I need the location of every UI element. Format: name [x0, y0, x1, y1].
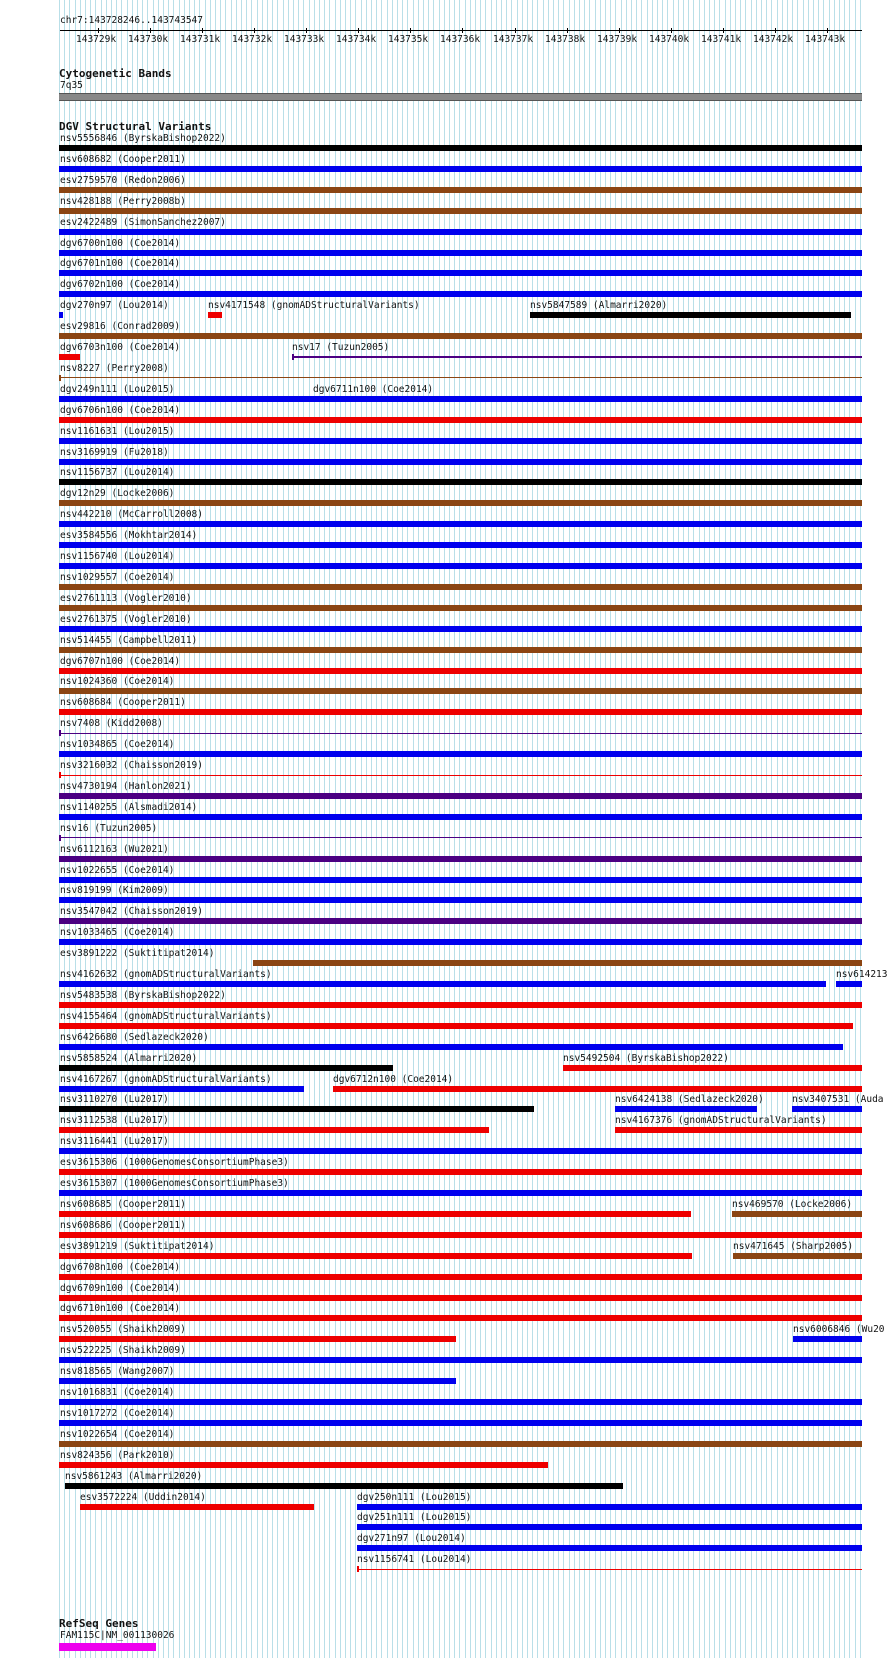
variant-label[interactable]: nsv608684 (Cooper2011): [60, 697, 186, 708]
variant-bar[interactable]: [59, 479, 862, 485]
variant-bar[interactable]: [59, 877, 862, 883]
variant-label[interactable]: nsv1156737 (Lou2014): [60, 467, 175, 478]
variant-bar[interactable]: [59, 1378, 456, 1384]
variant-bar[interactable]: [59, 1086, 304, 1092]
variant-label[interactable]: dgv6707n100 (Coe2014): [60, 656, 181, 667]
ruler-tick: [671, 28, 672, 33]
variant-label[interactable]: esv3615306 (1000GenomesConsortiumPhase3): [60, 1157, 289, 1168]
variant-bar[interactable]: [208, 312, 222, 318]
ruler-tick-label: 143730k: [128, 34, 169, 45]
ruler-tick: [723, 28, 724, 33]
variant-label[interactable]: nsv1016831 (Coe2014): [60, 1387, 175, 1398]
variant-label[interactable]: nsv471645 (Sharp2005): [733, 1241, 854, 1252]
variant-label[interactable]: dgv249n111 (Lou2015): [60, 384, 175, 395]
variant-label[interactable]: dgv6706n100 (Coe2014): [60, 405, 181, 416]
variant-bar-start: [357, 1566, 359, 1572]
variant-label[interactable]: dgv6711n100 (Coe2014): [313, 384, 434, 395]
ruler-tick-label: 143738k: [545, 34, 586, 45]
variant-bar[interactable]: [357, 1524, 862, 1530]
variant-bar[interactable]: [59, 270, 862, 276]
variant-label[interactable]: nsv6424138 (Sedlazeck2020): [615, 1094, 764, 1105]
variant-bar[interactable]: [59, 500, 862, 506]
variant-bar[interactable]: [59, 377, 862, 378]
variant-label[interactable]: nsv1024360 (Coe2014): [60, 676, 175, 687]
variant-label[interactable]: nsv4167267 (gnomADStructuralVariants): [60, 1074, 272, 1085]
variant-bar-start: [292, 354, 294, 360]
ruler-axis: [60, 30, 862, 31]
variant-bar[interactable]: [59, 605, 862, 611]
variant-label[interactable]: nsv5858524 (Almarri2020): [60, 1053, 198, 1064]
variant-bar[interactable]: [59, 814, 862, 820]
ruler-tick-label: 143741k: [701, 34, 742, 45]
variant-label[interactable]: nsv4155464 (gnomADStructuralVariants): [60, 1011, 272, 1022]
variant-bar[interactable]: [59, 312, 63, 318]
variant-label[interactable]: nsv1156741 (Lou2014): [357, 1554, 472, 1565]
variant-bar[interactable]: [59, 647, 862, 653]
variant-label[interactable]: nsv1033465 (Coe2014): [60, 927, 175, 938]
ruler-tick-label: 143740k: [649, 34, 690, 45]
variant-label[interactable]: dgv6709n100 (Coe2014): [60, 1283, 181, 1294]
variant-bar[interactable]: [59, 291, 862, 297]
variant-label[interactable]: dgv6700n100 (Coe2014): [60, 238, 181, 249]
variant-label[interactable]: esv3572224 (Uddin2014): [80, 1492, 206, 1503]
variant-label[interactable]: nsv824356 (Park2010): [60, 1450, 175, 1461]
variant-label[interactable]: esv2422489 (SimonSanchez2007): [60, 217, 226, 228]
variant-bar[interactable]: [59, 1127, 489, 1133]
variant-label[interactable]: esv29816 (Conrad2009): [60, 321, 181, 332]
ruler-tick: [619, 28, 620, 33]
variant-label[interactable]: nsv1022655 (Coe2014): [60, 865, 175, 876]
variant-bar[interactable]: [59, 1420, 862, 1426]
ruler-tick-label: 143735k: [388, 34, 429, 45]
variant-bar[interactable]: [59, 688, 862, 694]
variant-bar[interactable]: [59, 459, 862, 465]
variant-label[interactable]: nsv442210 (McCarroll2008): [60, 509, 203, 520]
variant-bar[interactable]: [253, 960, 862, 966]
variant-label[interactable]: nsv522225 (Shaikh2009): [60, 1345, 186, 1356]
variant-bar[interactable]: [59, 1315, 862, 1321]
ruler-tick: [150, 28, 151, 33]
variant-bar[interactable]: [292, 356, 862, 358]
variant-label[interactable]: dgv6703n100 (Coe2014): [60, 342, 181, 353]
variant-label[interactable]: nsv3547042 (Chaisson2019): [60, 906, 203, 917]
variant-label[interactable]: nsv428188 (Perry2008b): [60, 196, 186, 207]
ruler-tick: [567, 28, 568, 33]
variant-bar-start: [59, 375, 61, 381]
variant-label[interactable]: nsv4162632 (gnomADStructuralVariants): [60, 969, 272, 980]
variant-label[interactable]: esv2761375 (Vogler2010): [60, 614, 192, 625]
variant-bar[interactable]: [59, 1274, 862, 1280]
ruler-tick-label: 143743k: [805, 34, 846, 45]
variant-bar[interactable]: [59, 333, 862, 339]
variant-bar[interactable]: [59, 1023, 853, 1029]
variant-label[interactable]: nsv608682 (Cooper2011): [60, 154, 186, 165]
variant-label[interactable]: nsv17 (Tuzun2005): [292, 342, 390, 353]
variant-label[interactable]: nsv614213: [836, 969, 888, 980]
variant-bar[interactable]: [59, 1044, 843, 1050]
variant-label[interactable]: nsv520055 (Shaikh2009): [60, 1324, 186, 1335]
ruler-tick: [410, 28, 411, 33]
variant-bar[interactable]: [59, 1399, 862, 1405]
variant-label[interactable]: esv3584556 (Mokhtar2014): [60, 530, 198, 541]
variant-bar[interactable]: [59, 166, 862, 172]
variant-label[interactable]: nsv1156740 (Lou2014): [60, 551, 175, 562]
variant-bar[interactable]: [563, 1065, 862, 1071]
variant-bar[interactable]: [615, 1106, 757, 1112]
variant-label[interactable]: nsv469570 (Locke2006): [732, 1199, 853, 1210]
variant-label[interactable]: nsv608685 (Cooper2011): [60, 1199, 186, 1210]
variant-bar[interactable]: [59, 897, 862, 903]
variant-label[interactable]: dgv6712n100 (Coe2014): [333, 1074, 454, 1085]
variant-label[interactable]: nsv3407531 (Auda: [792, 1094, 884, 1105]
variant-label[interactable]: nsv6006846 (Wu20: [793, 1324, 885, 1335]
variant-label[interactable]: esv3891219 (Suktitipat2014): [60, 1241, 215, 1252]
variant-bar[interactable]: [59, 939, 862, 945]
variant-label[interactable]: nsv1140255 (Alsmadi2014): [60, 802, 198, 813]
variant-bar[interactable]: [59, 918, 862, 924]
variant-bar[interactable]: [80, 1504, 314, 1510]
ruler-tick: [306, 28, 307, 33]
cytoband-label: 7q35: [60, 80, 83, 91]
variant-bar[interactable]: [732, 1211, 862, 1217]
variant-bar[interactable]: [59, 354, 80, 360]
variant-label[interactable]: nsv3216032 (Chaisson2019): [60, 760, 203, 771]
variant-label[interactable]: dgv6710n100 (Coe2014): [60, 1303, 181, 1314]
variant-bar[interactable]: [59, 1462, 548, 1468]
variant-bar[interactable]: [59, 187, 862, 193]
variant-label[interactable]: nsv6112163 (Wu2021): [60, 844, 169, 855]
variant-label[interactable]: nsv4171548 (gnomADStructuralVariants): [208, 300, 420, 311]
variant-bar[interactable]: [59, 229, 862, 235]
variant-label[interactable]: dgv6702n100 (Coe2014): [60, 279, 181, 290]
variant-label[interactable]: esv3615307 (1000GenomesConsortiumPhase3): [60, 1178, 289, 1189]
variant-bar[interactable]: [530, 312, 851, 318]
variant-bar[interactable]: [59, 1253, 692, 1259]
variant-bar[interactable]: [59, 250, 862, 256]
variant-bar[interactable]: [59, 709, 862, 715]
variant-label[interactable]: nsv5556846 (ByrskaBishop2022): [60, 133, 226, 144]
refseq-gene-bar[interactable]: [59, 1643, 156, 1651]
variant-bar[interactable]: [615, 1127, 862, 1133]
variant-label[interactable]: nsv4167376 (gnomADStructuralVariants): [615, 1115, 827, 1126]
variant-label[interactable]: nsv8227 (Perry2008): [60, 363, 169, 374]
variant-label[interactable]: nsv3110270 (Lu2017): [60, 1094, 169, 1105]
variant-label[interactable]: nsv3116441 (Lu2017): [60, 1136, 169, 1147]
ruler-tick: [827, 28, 828, 33]
variant-bar-start: [59, 772, 61, 778]
ruler-tick-label: 143742k: [753, 34, 794, 45]
variant-bar[interactable]: [836, 981, 862, 987]
ruler-tick: [515, 28, 516, 33]
variant-bar[interactable]: [59, 1295, 862, 1301]
variant-bar[interactable]: [792, 1106, 862, 1112]
variant-label[interactable]: nsv3169919 (Fu2018): [60, 447, 169, 458]
variant-label[interactable]: nsv5861243 (Almarri2020): [65, 1471, 203, 1482]
variant-label[interactable]: nsv1034865 (Coe2014): [60, 739, 175, 750]
variant-label[interactable]: nsv1022654 (Coe2014): [60, 1429, 175, 1440]
variant-bar[interactable]: [59, 417, 862, 423]
variant-bar[interactable]: [357, 1504, 862, 1510]
variant-bar-start: [59, 730, 61, 736]
variant-bar[interactable]: [59, 626, 862, 632]
cytoband-track-title: Cytogenetic Bands: [59, 67, 172, 80]
variant-label[interactable]: dgv251n111 (Lou2015): [357, 1512, 472, 1523]
variant-bar[interactable]: [59, 208, 862, 214]
variant-label[interactable]: dgv6708n100 (Coe2014): [60, 1262, 181, 1273]
ruler-tick: [254, 28, 255, 33]
variant-bar[interactable]: [65, 1483, 623, 1489]
variant-label[interactable]: nsv16 (Tuzun2005): [60, 823, 158, 834]
variant-label[interactable]: esv2759570 (Redon2006): [60, 175, 186, 186]
variant-bar[interactable]: [59, 438, 862, 444]
variant-bar[interactable]: [59, 1211, 691, 1217]
variant-bar[interactable]: [59, 1336, 456, 1342]
ruler-tick-label: 143734k: [336, 34, 377, 45]
variant-label[interactable]: dgv270n97 (Lou2014): [60, 300, 169, 311]
variant-label[interactable]: esv3891222 (Suktitipat2014): [60, 948, 215, 959]
variant-bar[interactable]: [59, 1002, 862, 1008]
variant-label[interactable]: nsv1161631 (Lou2015): [60, 426, 175, 437]
variant-bar[interactable]: [59, 521, 862, 527]
variant-bar[interactable]: [59, 1232, 862, 1238]
variant-label[interactable]: nsv819199 (Kim2009): [60, 885, 169, 896]
ruler-tick-label: 143736k: [440, 34, 481, 45]
ruler-tick-label: 143731k: [180, 34, 221, 45]
ruler-tick: [98, 28, 99, 33]
variant-label[interactable]: dgv6701n100 (Coe2014): [60, 258, 181, 269]
variant-bar[interactable]: [59, 856, 862, 862]
variant-label[interactable]: nsv7408 (Kidd2008): [60, 718, 163, 729]
variant-bar[interactable]: [59, 584, 862, 590]
variant-label[interactable]: nsv6426680 (Sedlazeck2020): [60, 1032, 209, 1043]
variant-bar[interactable]: [59, 1441, 862, 1447]
ruler-tick: [775, 28, 776, 33]
variant-bar[interactable]: [333, 1086, 862, 1092]
variant-bar[interactable]: [357, 1545, 862, 1551]
ruler-tick: [358, 28, 359, 33]
variant-bar[interactable]: [59, 775, 862, 776]
variant-bar[interactable]: [59, 837, 862, 838]
variant-label[interactable]: nsv5492504 (ByrskaBishop2022): [563, 1053, 729, 1064]
variant-label[interactable]: nsv608686 (Cooper2011): [60, 1220, 186, 1231]
variant-bar[interactable]: [357, 1569, 862, 1570]
cytoband-bar[interactable]: [59, 93, 862, 101]
variant-label[interactable]: nsv5483538 (ByrskaBishop2022): [60, 990, 226, 1001]
variant-label[interactable]: nsv3112538 (Lu2017): [60, 1115, 169, 1126]
ruler-tick: [462, 28, 463, 33]
variant-bar[interactable]: [59, 668, 862, 674]
variant-bar[interactable]: [59, 145, 862, 151]
refseq-gene-label[interactable]: FAM115C|NM_001130026: [60, 1630, 175, 1641]
variant-bar[interactable]: [59, 563, 862, 569]
variant-label[interactable]: nsv5847589 (Almarri2020): [530, 300, 668, 311]
variant-bar[interactable]: [793, 1336, 862, 1342]
variant-bar[interactable]: [59, 751, 862, 757]
variant-label[interactable]: nsv1029557 (Coe2014): [60, 572, 175, 583]
variant-bar[interactable]: [733, 1253, 862, 1259]
variant-bar[interactable]: [59, 1065, 393, 1071]
ruler-tick-label: 143729k: [76, 34, 117, 45]
variant-label[interactable]: nsv4730194 (Hanlon2021): [60, 781, 192, 792]
ruler-tick-label: 143732k: [232, 34, 273, 45]
variant-bar[interactable]: [59, 793, 862, 799]
ruler-tick: [202, 28, 203, 33]
refseq-track-title: RefSeq Genes: [59, 1617, 139, 1630]
variant-bar[interactable]: [59, 1106, 534, 1112]
variant-bar[interactable]: [59, 1148, 862, 1154]
variant-bar[interactable]: [59, 981, 826, 987]
variant-bar[interactable]: [313, 396, 862, 402]
variant-bar[interactable]: [59, 1190, 862, 1196]
ruler-position: chr7:143728246..143743547: [60, 15, 203, 26]
variant-label[interactable]: dgv12n29 (Locke2006): [60, 488, 175, 499]
variant-label[interactable]: nsv1017272 (Coe2014): [60, 1408, 175, 1419]
variant-label[interactable]: nsv514455 (Campbell2011): [60, 635, 198, 646]
ruler-tick-label: 143733k: [284, 34, 325, 45]
variant-label[interactable]: dgv271n97 (Lou2014): [357, 1533, 466, 1544]
variant-bar-start: [59, 835, 61, 841]
variant-bar[interactable]: [59, 733, 862, 734]
dgv-track-title: DGV Structural Variants: [59, 120, 212, 133]
variant-label[interactable]: esv2761113 (Vogler2010): [60, 593, 192, 604]
variant-label[interactable]: dgv250n111 (Lou2015): [357, 1492, 472, 1503]
ruler-tick-label: 143737k: [493, 34, 534, 45]
variant-bar[interactable]: [59, 1169, 862, 1175]
ruler-tick-label: 143739k: [597, 34, 638, 45]
variant-bar[interactable]: [59, 542, 862, 548]
variant-bar[interactable]: [59, 1357, 862, 1363]
variant-label[interactable]: nsv818565 (Wang2007): [60, 1366, 175, 1377]
